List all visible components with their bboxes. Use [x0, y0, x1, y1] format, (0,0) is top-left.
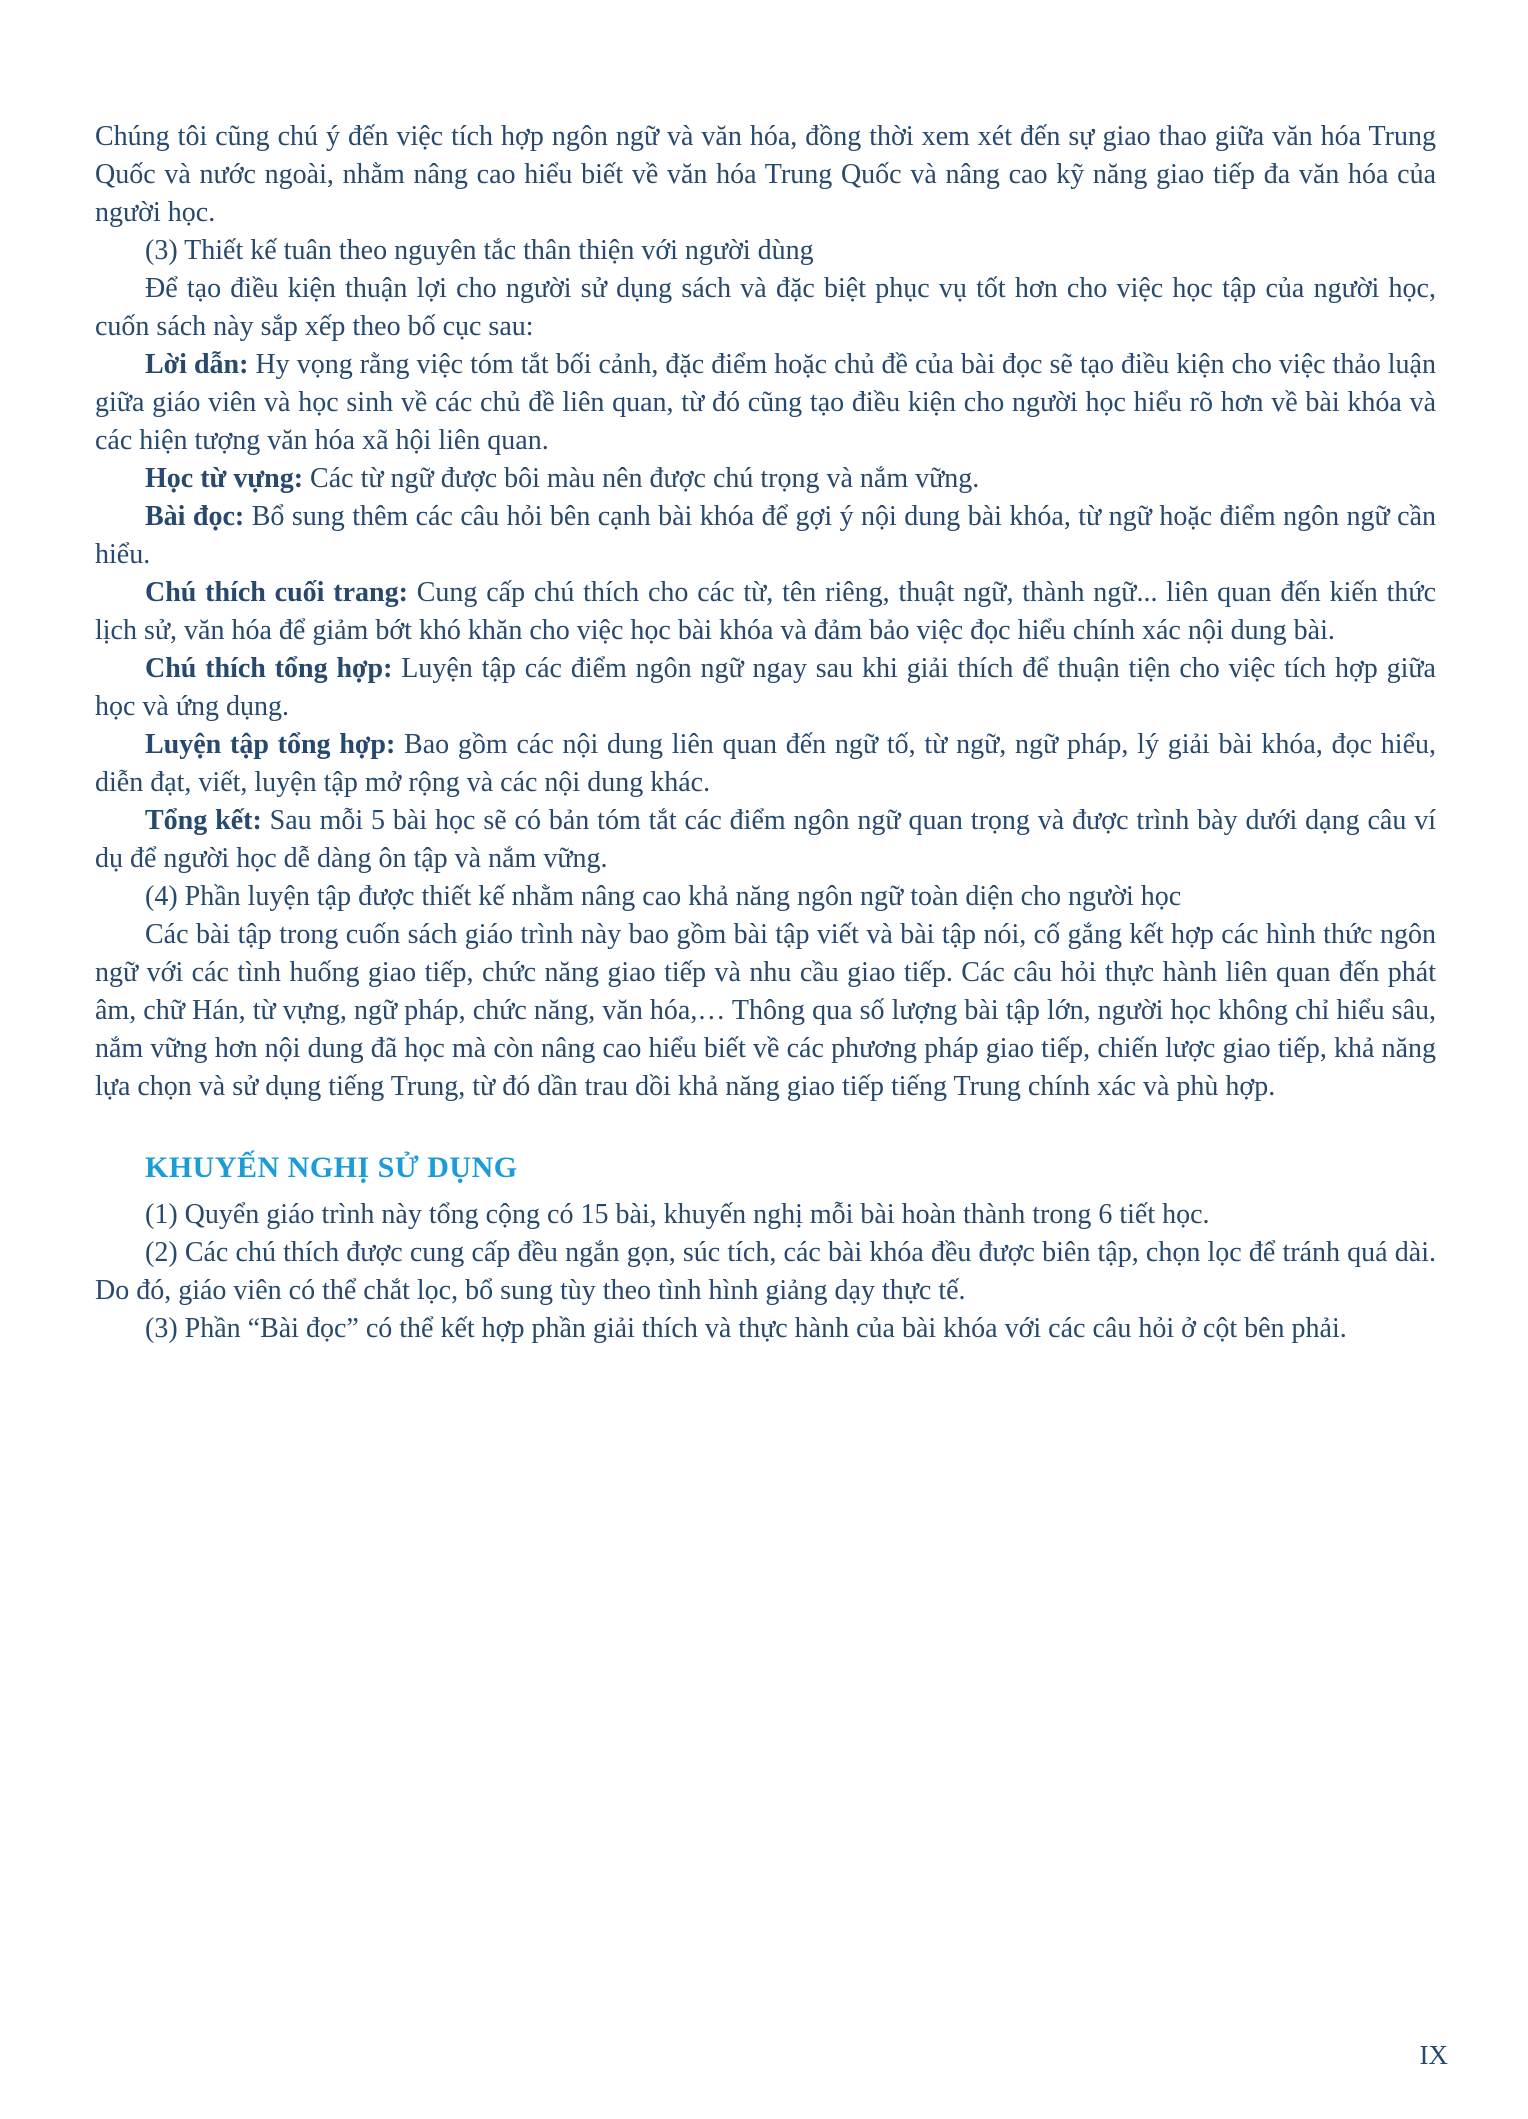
- recommendation-item: (3) Phần “Bài đọc” có thể kết hợp phần giải thích và thực hành của bài khóa với các câu hỏi ở cột bên phải.: [145, 1313, 1347, 1344]
- paragraph-text: Cung cấp chú thích cho các từ, tên riêng, thuật ngữ, thành ngữ... liên quan đến kiến thức lịch sử, văn hóa để giảm bớt khó khăn cho việc học bài khóa và đảm bảo việc đọc hiểu chính xác nội dung bài.: [95, 577, 1437, 646]
- paragraph: [95, 802, 1436, 878]
- paragraph-lead: Chú thích cuối trang:: [145, 577, 408, 608]
- paragraph: [95, 460, 1436, 498]
- paragraph: (3) Thiết kế tuân theo nguyên tắc thân thiện với người dùng: [145, 235, 814, 266]
- paragraph-lead: Tổng kết:: [145, 805, 262, 836]
- recommendation-item: (2) Các chú thích được cung cấp đều ngắn gọn, súc tích, các bài khóa đều được biên tập, chọn lọc để tránh quá dài. Do đó, giáo viên có thể chắt lọc, bổ sung tùy theo tình hình giảng dạy thực tế.: [95, 1237, 1436, 1306]
- paragraph: Các bài tập trong cuốn sách giáo trình này bao gồm bài tập viết và bài tập nói, cố gắng kết hợp các hình thức ngôn ngữ với các tình huống giao tiếp, chức năng giao tiếp và nhu cầu giao tiếp. Các câu hỏi thực hành liên quan đến phát âm, chữ Hán, từ vựng, ngữ pháp, chức năng, văn hóa,… Thông qua số lượng bài tập lớn, người học không chỉ hiểu sâu, nắm vững hơn nội dung đã học mà còn nâng cao hiểu biết về các phương pháp giao tiếp, chiến lược giao tiếp, khả năng lựa chọn và sử dụng tiếng Trung, từ đó dần trau dồi khả năng giao tiếp tiếng Trung chính xác và phù hợp.: [95, 919, 1436, 1102]
- paragraph-text: Hy vọng rằng việc tóm tắt bối cảnh, đặc điểm hoặc chủ đề của bài đọc sẽ tạo điều kiện cho việc thảo luận giữa giáo viên và học sinh về các chủ đề liên quan, từ đó cũng tạo điều kiện cho người học hiểu rõ hơn về bài khóa và các hiện tượng văn hóa xã hội liên quan.: [95, 349, 1436, 456]
- recommendation-item: (1) Quyển giáo trình này tổng cộng có 15 bài, khuyến nghị mỗi bài hoàn thành trong 6 tiết học.: [145, 1199, 1210, 1230]
- paragraph: [95, 574, 1436, 650]
- paragraph-text: Bao gồm các nội dung liên quan đến ngữ tố, từ ngữ, ngữ pháp, lý giải bài khóa, đọc hiểu, diễn đạt, viết, luyện tập mở rộng và các nội dung khác.: [95, 729, 1436, 798]
- paragraph-text: Các từ ngữ được bôi màu nên được chú trọng và nắm vững.: [303, 463, 980, 494]
- paragraph-lead: Học từ vựng:: [145, 463, 304, 494]
- paragraph-lead: Luyện tập tổng hợp:: [145, 729, 396, 760]
- paragraph: Chúng tôi cũng chú ý đến việc tích hợp ngôn ngữ và văn hóa, đồng thời xem xét đến sự giao thao giữa văn hóa Trung Quốc và nước ngoài, nhằm nâng cao hiểu biết về văn hóa Trung Quốc và nâng cao kỹ năng giao tiếp đa văn hóa của người học.: [95, 121, 1436, 228]
- paragraph: [95, 650, 1436, 726]
- paragraph: [95, 726, 1436, 802]
- paragraph: (4) Phần luyện tập được thiết kế nhằm nâng cao khả năng ngôn ngữ toàn diện cho người học: [145, 881, 1182, 912]
- paragraph: [95, 498, 1436, 574]
- paragraph-text: Bổ sung thêm các câu hỏi bên cạnh bài khóa để gợi ý nội dung bài khóa, từ ngữ hoặc điểm ngôn ngữ cần hiểu.: [95, 501, 1437, 570]
- paragraph-text: Sau mỗi 5 bài học sẽ có bản tóm tắt các điểm ngôn ngữ quan trọng và được trình bày dưới dạng câu ví dụ để người học dễ dàng ôn tập và nắm vững.: [95, 805, 1436, 874]
- paragraph-lead: Lời dẫn:: [145, 349, 249, 380]
- page-number: IX: [1419, 2040, 1448, 2070]
- paragraph-lead: Chú thích tổng hợp:: [145, 653, 393, 684]
- paragraph-lead: Bài đọc:: [145, 501, 245, 532]
- paragraph: [95, 346, 1436, 460]
- section-heading: KHUYẾN NGHỊ SỬ DỤNG: [145, 1151, 518, 1184]
- paragraph: Để tạo điều kiện thuận lợi cho người sử dụng sách và đặc biệt phục vụ tốt hơn cho việc học tập của người học, cuốn sách này sắp xếp theo bố cục sau:: [95, 273, 1436, 342]
- paragraph-text: Luyện tập các điểm ngôn ngữ ngay sau khi giải thích để thuận tiện cho việc tích hợp giữa học và ứng dụng.: [95, 653, 1436, 722]
